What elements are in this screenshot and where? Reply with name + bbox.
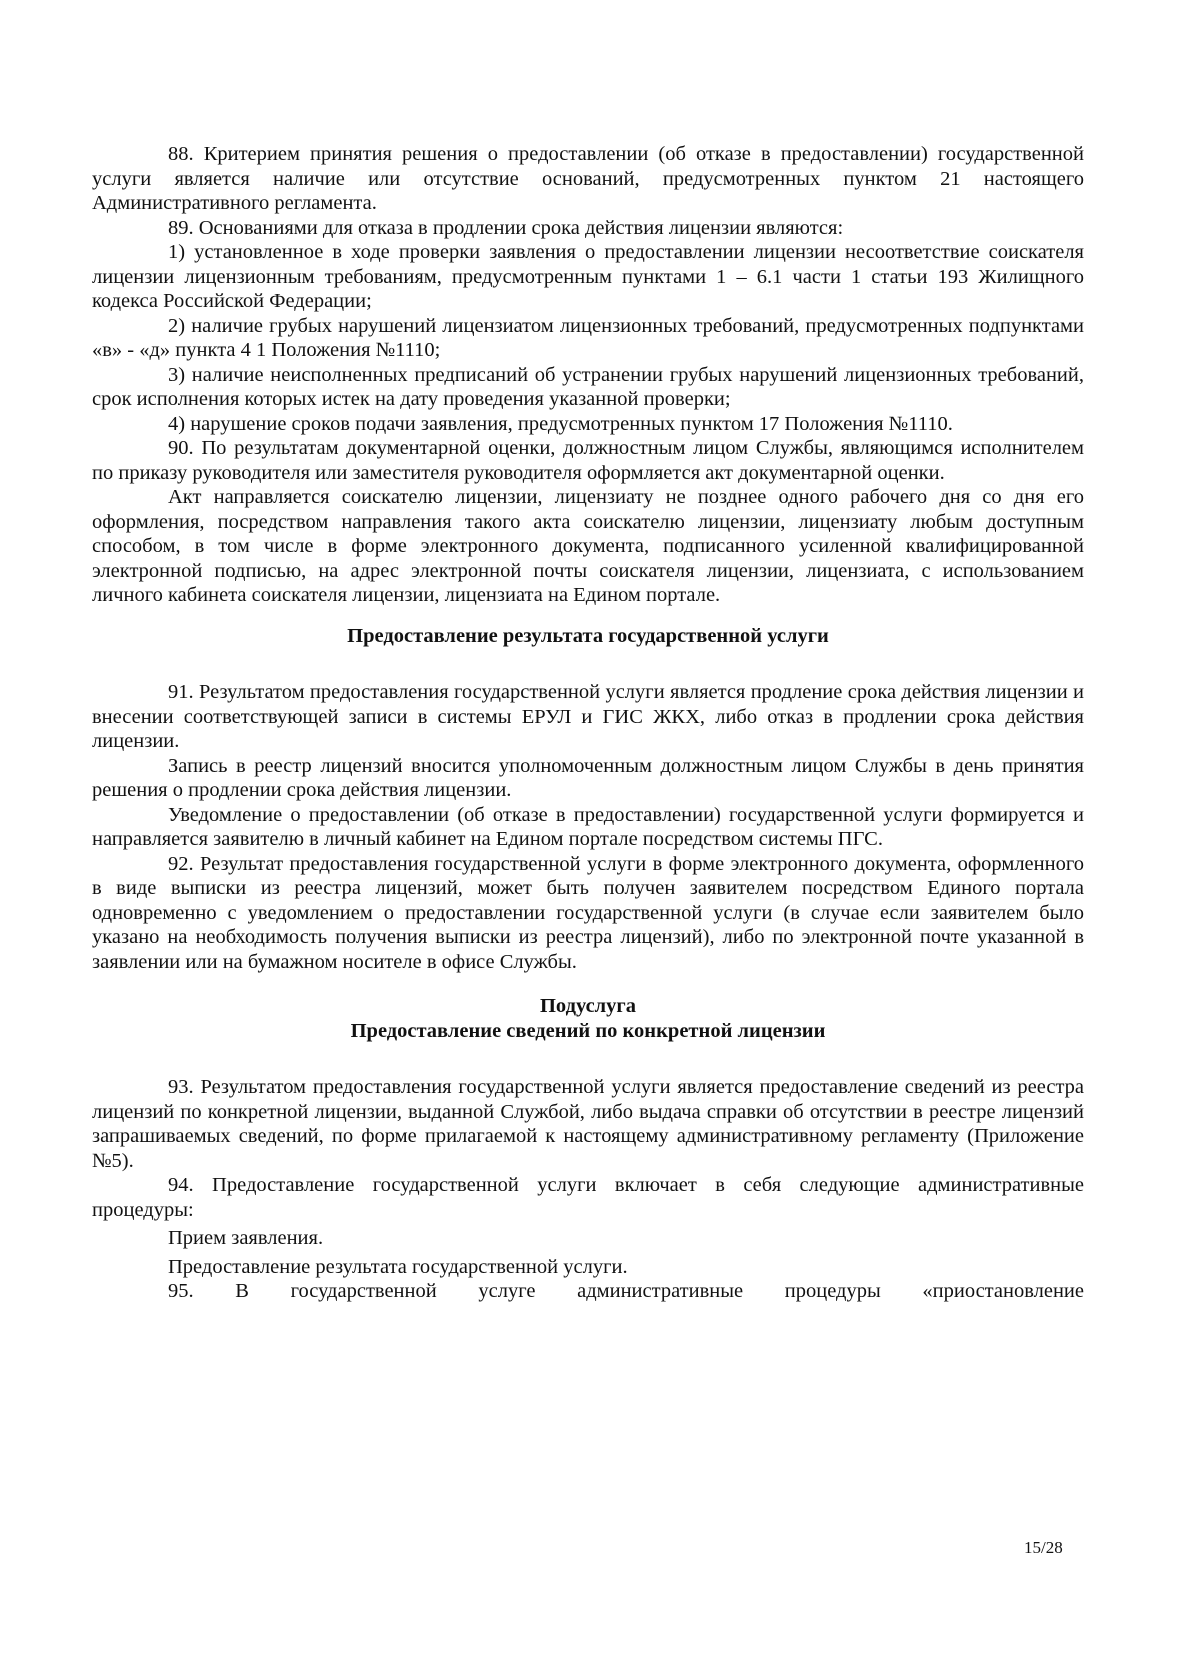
section-heading-result: Предоставление результата государственной услуги	[347, 624, 829, 647]
paragraph-92: 92. Результат предоставления государственной услуги в форме электронного документа, оформленного в виде выписки из реестра лицензий, может быть получен заявителем посредством Единого портала одновременно с уведомлением о предоставлении государственной услуги (в случае если заявителем было указано на необходимость получения выписки из реестра лицензий), либо по электронной почте указанной в заявлении или на бумажном носителе в офисе Службы.	[92, 852, 1084, 973]
paragraph-90-act: Акт направляется соискателю лицензии, лицензиату не позднее одного рабочего дня со дня его оформления, посредством направления такого акта соискателю лицензии, лицензиату любым доступным способом, в том числе в форме электронного документа, подписанного усиленной квалифицированной электронной подписью, на адрес электронной почты соискателя лицензии, лицензиата, с использованием личного кабинета соискателя лицензии, лицензиата на Едином портале.	[92, 486, 1084, 606]
paragraph-88: 88. Критерием принятия решения о предоставлении (об отказе в предоставлении) государственной услуги является наличие или отсутствие оснований, предусмотренных пунктом 21 настоящего Административного регламента.	[92, 143, 1084, 214]
procedure-item-2: Предоставление результата государственной услуги.	[168, 1255, 628, 1278]
paragraph-89: 89. Основаниями для отказа в продлении срока действия лицензии являются:	[168, 216, 844, 239]
document-page	[92, 142, 1084, 1304]
page-number: 15/28	[1024, 1538, 1063, 1557]
paragraph-89-item-3: 3) наличие неисполненных предписаний об устранении грубых нарушений лицензионных требований, срок исполнения которых истек на дату проведения указанной проверки;	[92, 363, 1084, 410]
subservice-title-heading: Предоставление сведений по конкретной лицензии	[350, 1019, 826, 1042]
paragraph-91-registry: Запись в реестр лицензий вносится уполномоченным должностным лицом Службы в день принятия решения о продлении срока действия лицензии.	[92, 754, 1084, 801]
subservice-heading: Подуслуга	[539, 995, 636, 1017]
paragraph-89-item-4: 4) нарушение сроков подачи заявления, предусмотренных пунктом 17 Положения №1110.	[168, 412, 953, 435]
paragraph-95: 95. В государственной услуге административные процедуры «приостановление	[168, 1280, 1084, 1302]
paragraph-89-item-2: 2) наличие грубых нарушений лицензиатом лицензионных требований, предусмотренных подпунктами «в» - «д» пункта 4 1 Положения №1110;	[92, 314, 1084, 361]
paragraph-89-item-1: 1) установленное в ходе проверки заявления о предоставлении лицензии несоответствие соискателя лицензии лицензионным требованиям, предусмотренным пунктами 1 – 6.1 части 1 статьи 193 Жилищного кодекса Российской Федерации;	[92, 241, 1084, 312]
procedure-item-1: Прием заявления.	[168, 1227, 324, 1249]
paragraph-90: 90. По результатам документарной оценки, должностным лицом Службы, являющимся исполнителем по приказу руководителя или заместителя руководителя оформляется акт документарной оценки.	[92, 437, 1084, 484]
paragraph-91-notification: Уведомление о предоставлении (об отказе в предоставлении) государственной услуги формируется и направляется заявителю в личный кабинет на Едином портале посредством системы ПГС.	[92, 803, 1084, 850]
paragraph-91: 91. Результатом предоставления государственной услуги является продление срока действия лицензии и внесении соответствующей записи в системы ЕРУЛ и ГИС ЖКХ, либо отказ в продлении срока действия лицензии.	[92, 681, 1084, 752]
paragraph-94: 94. Предоставление государственной услуги включает в себя следующие административные процедуры:	[92, 1174, 1084, 1221]
paragraph-93: 93. Результатом предоставления государственной услуги является предоставление сведений из реестра лицензий по конкретной лицензии, выданной Службой, либо выдача справки об отсутствии в реестре лицензий запрашиваемых сведений, по форме прилагаемой к настоящему административному регламенту (Приложение №5).	[92, 1076, 1084, 1172]
